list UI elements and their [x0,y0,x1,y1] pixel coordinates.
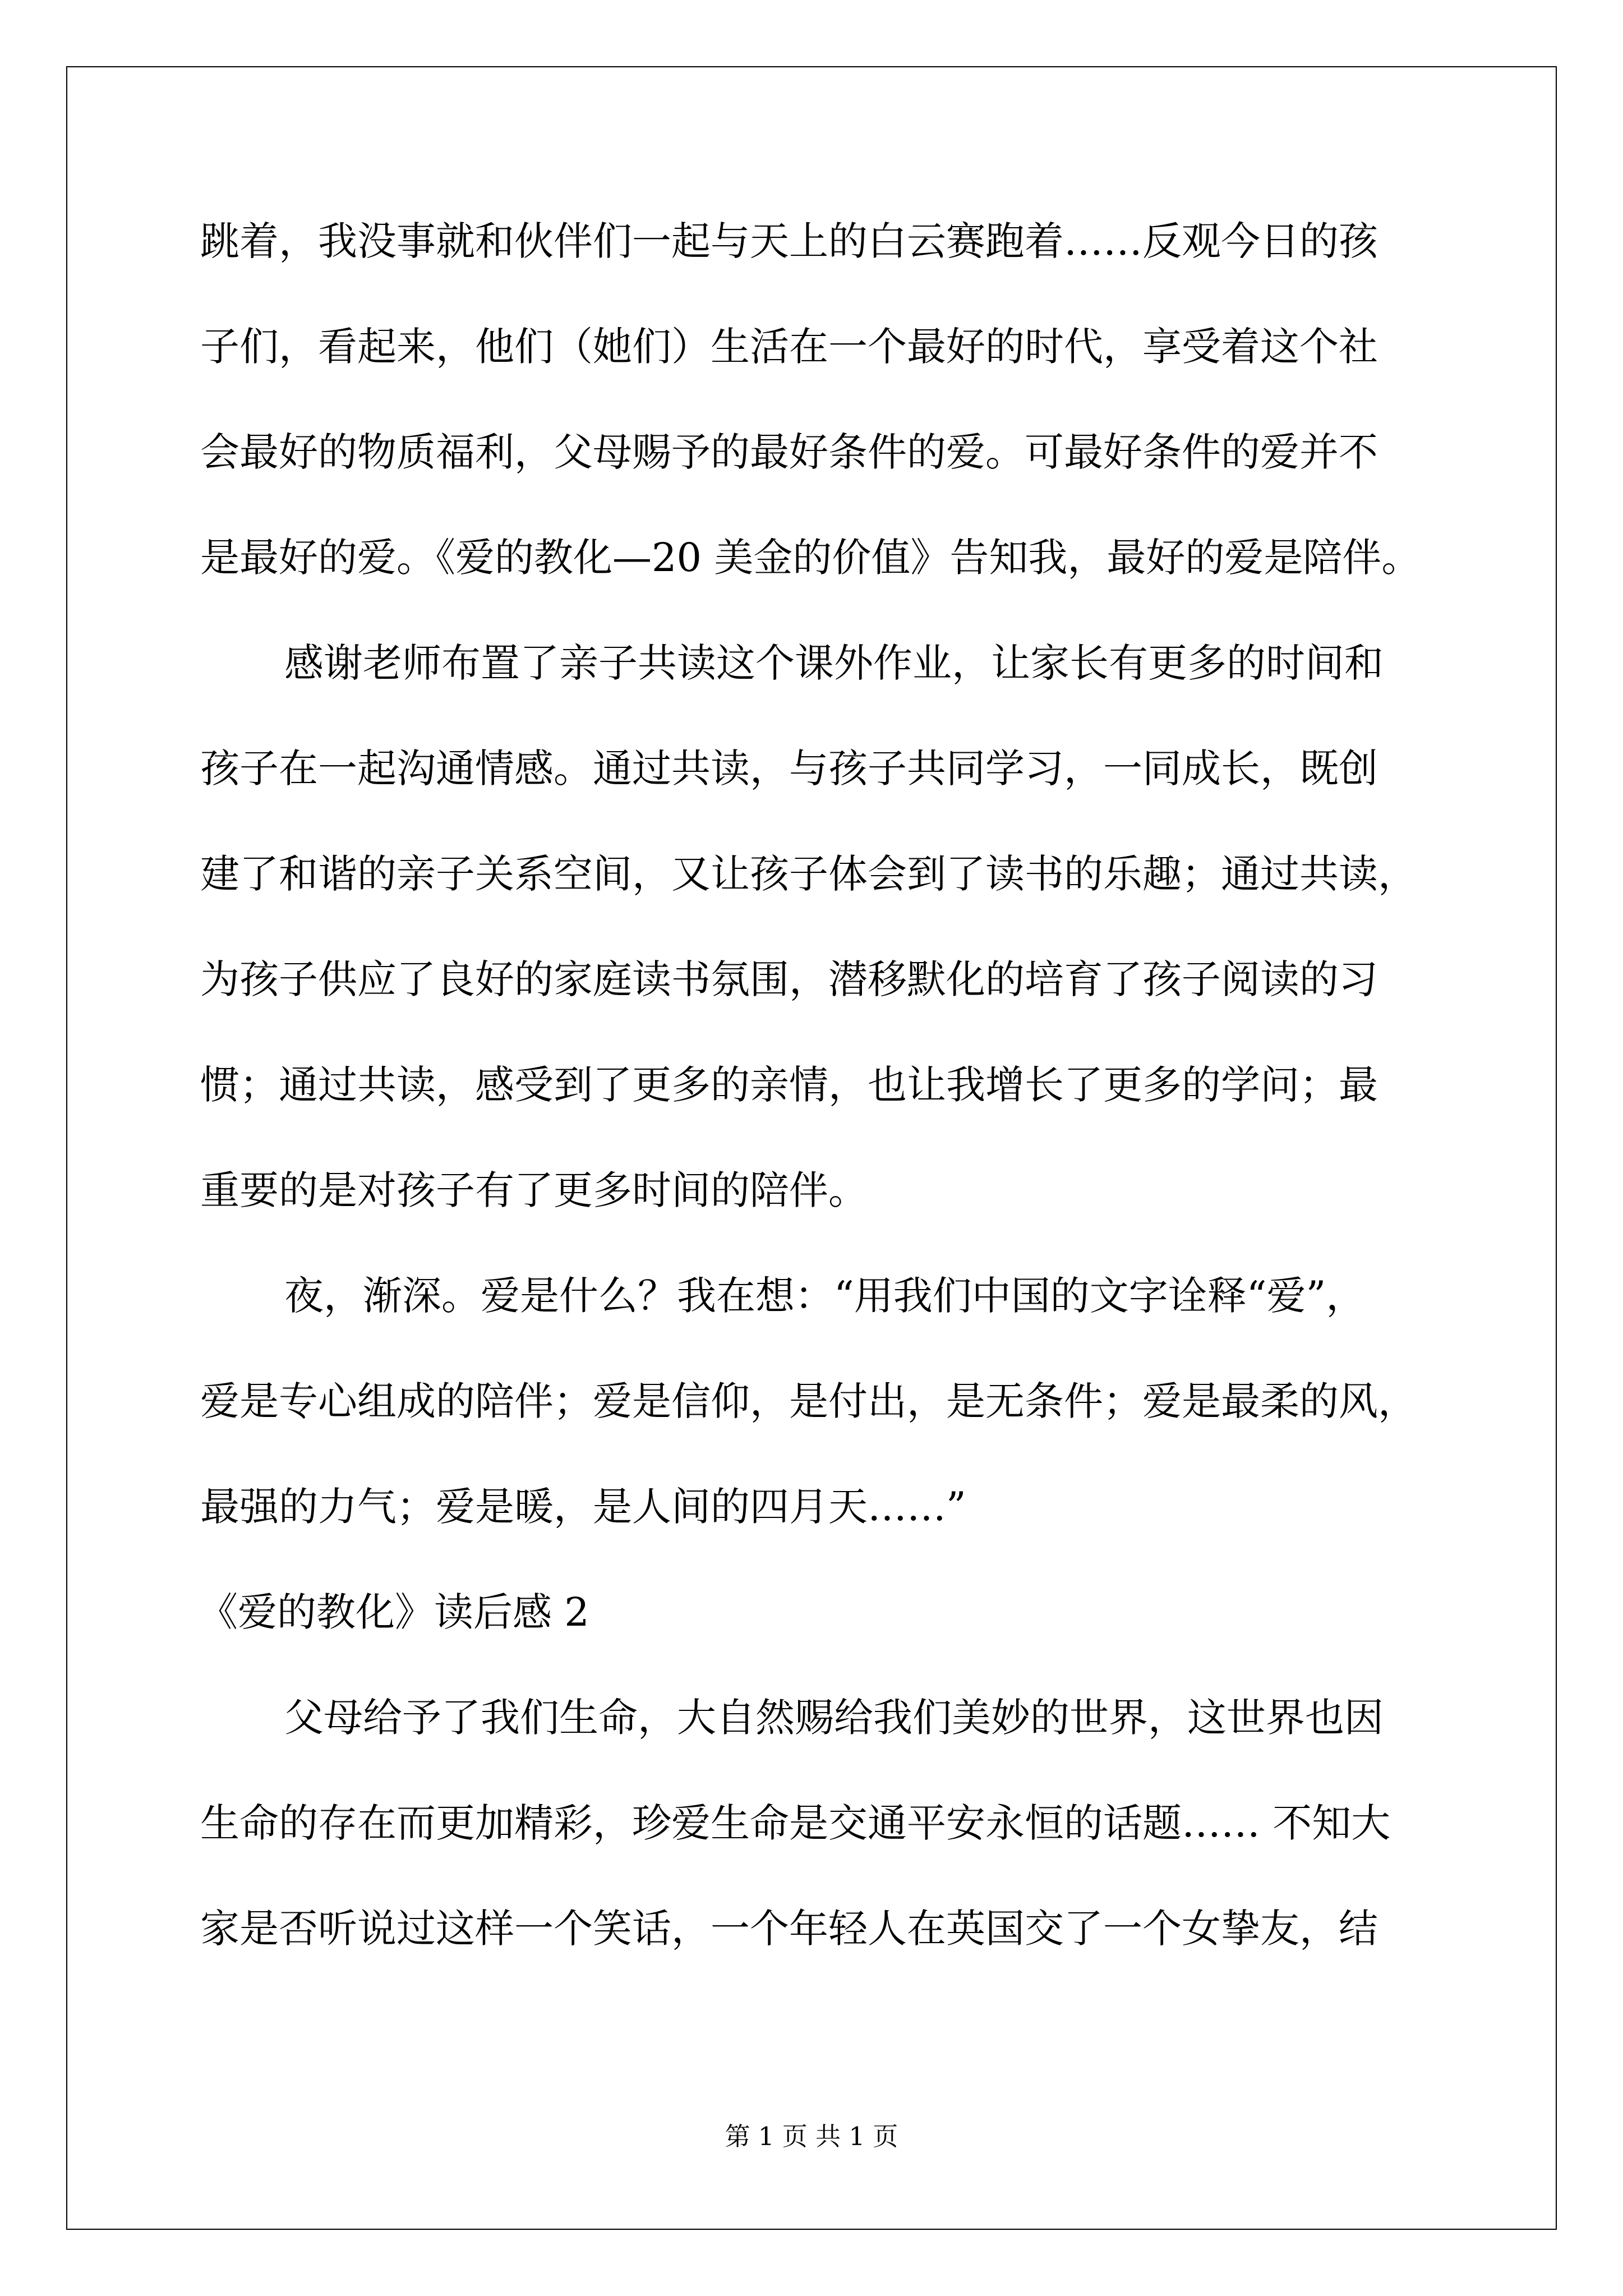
section-heading: 《爱的教化》读后感 2 [199,1589,589,1635]
text-line: 爱是专心组成的陪伴；爱是信仰，是付出，是无条件；爱是最柔的风， [200,1378,1417,1424]
text-line: 最强的力气；爱是暖，是人间的四月天……” [200,1484,966,1530]
text-line: 生命的存在而更加精彩，珍爱生命是交通平安永恒的话题…… 不知大 [200,1800,1391,1846]
text-line: 是最好的爱。《爱的教化—20 美金的价值》告知我，最好的爱是陪伴。 [200,535,1421,581]
paragraph-first-line: 父母给予了我们生命，大自然赐给我们美妙的世界，这世界也因 [284,1695,1384,1741]
text-line: 重要的是对孩子有了更多时间的陪伴。 [200,1167,868,1213]
text-line: 跳着，我没事就和伙伴们一起与天上的白云赛跑着……反观今日的孩 [200,218,1378,264]
text-line: 家是否听说过这样一个笑话，一个年轻人在英国交了一个女挚友，结 [200,1906,1378,1952]
text-line: 孩子在一起沟通情感。通过共读，与孩子共同学习，一同成长，既创 [200,746,1378,792]
text-line: 建了和谐的亲子关系空间，又让孩子体会到了读书的乐趣；通过共读， [200,851,1417,897]
text-line: 会最好的物质福利，父母赐予的最好条件的爱。可最好条件的爱并不 [200,429,1378,475]
paragraph-first-line: 夜，渐深。爱是什么？我在想：“用我们中国的文字诠释“爱”， [284,1273,1366,1319]
text-line: 子们，看起来，他们（她们）生活在一个最好的时代，享受着这个社 [200,324,1378,370]
page-number-footer: 第 1 页 共 1 页 [725,2122,898,2151]
text-line: 为孩子供应了良好的家庭读书氛围，潜移默化的培育了孩子阅读的习 [200,956,1378,1002]
text-line: 惯；通过共读，感受到了更多的亲情，也让我增长了更多的学问；最 [200,1062,1378,1108]
paragraph-first-line: 感谢老师布置了亲子共读这个课外作业，让家长有更多的时间和 [284,640,1384,686]
